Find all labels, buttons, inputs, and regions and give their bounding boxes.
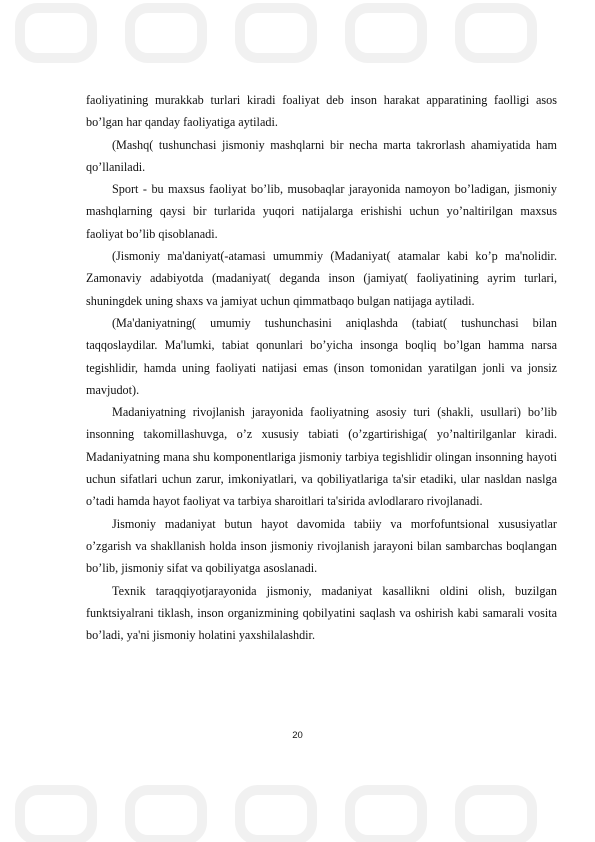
paragraph: Texnik taraqqiyotjarayonida jismoniy, madaniyat kasallikni oldini olish, buzilgan funktsiyalrani tiklash, inson organizmining qobilyatini saqlash va oshirish kabi samarali vosita bo’ladi, ya'ni jismoniy holatini yaxshilalashdir. bbox=[86, 583, 557, 643]
paragraph: Sport - bu maxsus faoliyat bo’lib, musobaqlar jarayonida namoyon bo’ladigan, jismoniy mashqlarning qaysi bir turlarida yuqori natijalarga erishishi uchun yo’naltirilgan maxsus faoliyat bo’lib qisoblanadi. bbox=[86, 182, 557, 241]
paragraph: Madaniyatning rivojlanish jarayonida faoliyatning asosiy turi (shakli, usullari) bo’lib insonning takomillashuvga, o’z xususiy tabiati (o’zgartirishiga( yo’naltirilganlar kiradi. Madaniyatning mana shu komponentlariga jismoniy tarbiya tegishlidir olingan insonning hayoti uchun sifatlari uchun zarur, imkoniyatlari, va qobiliyatlariga ta'sir etadiki, ular nasldan naslga o’tadi hamda hayot faoliyat va tarbiya sharoitlari ta'sirida avlodlararo rivojlanadi. bbox=[86, 405, 557, 509]
paragraph: (Jismoniy ma'daniyat(-atamasi umummiy (Madaniyat( atamalar kabi ko’p ma'nolidir. Zamonaviy adabiyotda (madaniyat( deganda inson (jamiyat( faoliyatining ayrim turlari, shuningdek uning shaxs va jamiyat uchun qimmatbaqo bulgan natijaga aytiladi. bbox=[86, 249, 557, 308]
paragraph: (Mashq( tushunchasi jismoniy mashqlarni bir necha marta takrorlash ahamiyatida ham qo’llaniladi. bbox=[86, 137, 557, 174]
page-number: 20 bbox=[292, 730, 303, 741]
document-body bbox=[86, 89, 557, 646]
paragraph: (Ma'daniyatning( umumiy tushunchasini aniqlashda (tabiat( tushunchasi bilan taqqoslaydilar. Ma'lumki, tabiat qonunlari bo’yicha insonga boqliq bo’lgan hamma narsa tegishlidir, hamda uning faoliyati natijasi emas (inson tomonidan yaratilgan jonli va jonsiz mavjudot). bbox=[86, 315, 557, 397]
paragraph: Jismoniy madaniyat butun hayot davomida tabiiy va morfofuntsional xususiyatlar o’zgarish va shakllanish holda inson jismoniy rivojlanish jarayoni bilan sambarchas boqlangan bo’lib, jismoniy sifat va qobiliyatga asoslanadi. bbox=[86, 516, 557, 576]
paragraph: faoliyatining murakkab turlari kiradi foaliyat deb inson harakat apparatining faolligi asos bo’lgan har qanday faoliyatiga aytiladi. bbox=[86, 93, 557, 130]
